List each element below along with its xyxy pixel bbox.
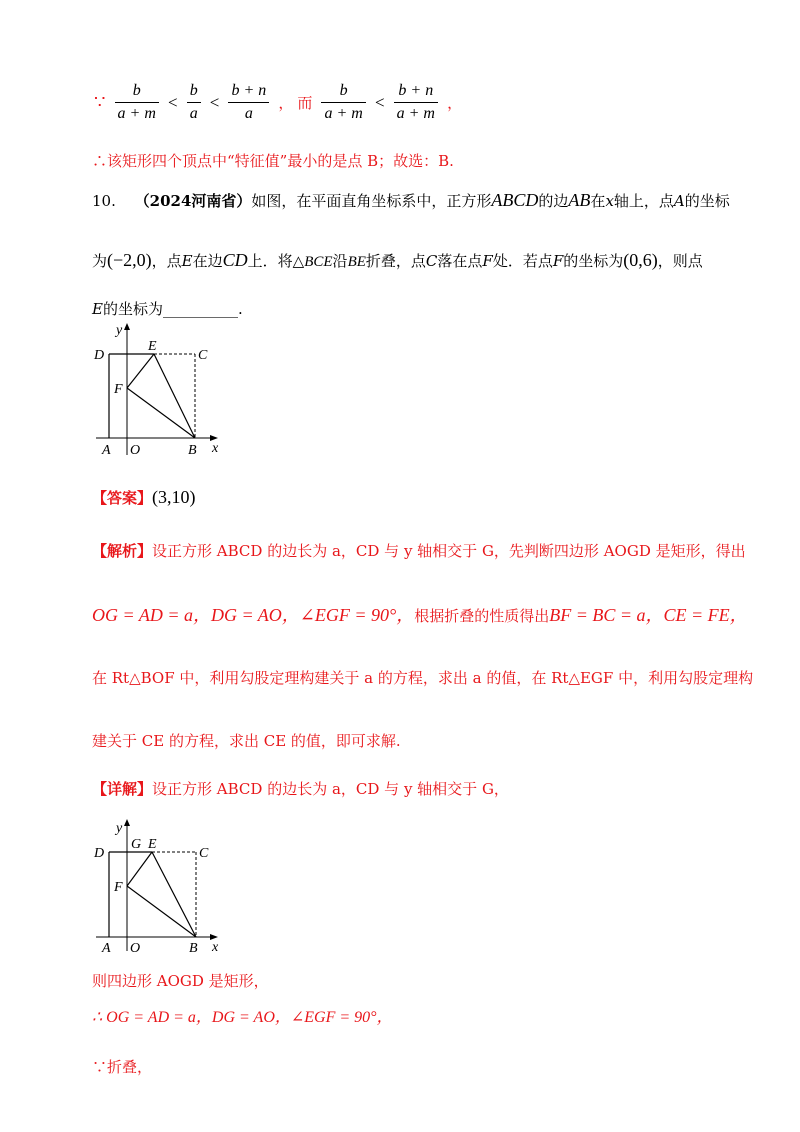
label-b: B [188,443,197,458]
label-y: y [116,323,123,338]
detail-line-2: 则四边形 AOGD 是矩形， [92,972,269,990]
label-f: F [114,880,123,895]
analysis-line-2: OG = AD = a，DG = AO，∠EGF = 90°，根据折叠的性质得出BF = BC = a，CE = FE， [92,605,748,625]
label-a: A [102,443,111,458]
answer-tag: 【答案】 [92,489,153,507]
label-a: A [102,941,111,956]
analysis-line-1: 【解析】设正方形 ABCD 的边长为 a，CD 与 y 轴相交于 G，先判断四边形 AOGD 是矩形，得出 [92,542,746,560]
y-axis-arrow [124,819,130,826]
segment-ef [127,852,152,886]
analysis-tag: 【解析】 [92,542,153,560]
less-than-1: < [168,92,178,112]
detail-line-1: 【详解】设正方形 ABCD 的边长为 a，CD 与 y 轴相交于 G， [92,780,509,798]
fraction-b-plus-n-over-a: $\frac{b + n}{a}$ [228,80,269,125]
analysis-line-4: 建关于 CE 的方程，求出 CE 的值，即可求解. [92,732,401,750]
segment-ef [127,354,154,388]
answer-blank: __________ [162,300,238,318]
label-g: G [131,837,142,852]
segment-fb [127,886,196,937]
fraction-b-over-a-plus-m-2: $\frac{b}{a + m}$ [321,80,365,125]
question-10-line-3: E的坐标为__________. [92,300,243,318]
fraction-b-over-a: $\frac{b}{a}$ [187,80,201,125]
label-x: x [212,940,219,955]
segment-eb [152,852,196,937]
label-c: C [199,846,209,861]
analysis-line-3: 在 Rt△BOF 中，利用勾股定理构建关于 a 的方程，求出 a 的值，在 Rt△EGF 中，利用勾股定理构 [92,669,754,687]
label-b: B [189,941,198,956]
label-o: O [130,941,141,956]
detail-line-3: ∴ OG = AD = a，DG = AO，∠EGF = 90°， [92,1009,393,1026]
er-word: 而 [297,94,313,112]
label-e: E [148,837,157,852]
inequality-line [92,80,464,130]
label-e: E [148,339,157,354]
figure-2-diagram [90,816,240,956]
label-f: F [114,382,123,397]
y-axis-arrow [124,323,130,330]
label-d: D [94,846,105,861]
figure-1-diagram [90,320,240,460]
separator-comma: ， [278,94,294,112]
conclusion-line: ∴该矩形四个顶点中“特征值”最小的是点 B；故选：B. [92,152,454,170]
coordinate-f: (0,6) [623,250,658,270]
label-c: C [198,348,208,363]
label-y: y [116,821,123,836]
segment-eb [154,354,195,438]
segment-fb [127,388,195,438]
fraction-b-over-a-plus-m: $\frac{b}{a + m}$ [115,80,159,125]
answer-value: (3,10) [152,487,196,507]
because-symbol: ∵ [94,92,106,113]
detail-tag: 【详解】 [92,780,153,798]
less-than-3: < [374,92,385,112]
question-number: 10. [92,192,116,210]
label-d: D [94,348,105,363]
answer-line [92,487,196,508]
label-o: O [130,443,141,458]
line-end-comma: ， [447,94,463,112]
coordinate-a: (−2,0) [107,250,152,270]
question-10-line-2: 为(−2,0)，点E在边CD上．将△BCE沿BE折叠，点C落在点F处．若点F的坐标为(0,6)，则点 [92,250,703,270]
label-x: x [212,441,219,456]
question-source: （2024河南省） [134,192,252,210]
question-10-line-1: 10. （2024河南省）如图，在平面直角坐标系中，正方形ABCD的边AB在x轴上，点A的坐标 [92,190,730,210]
fraction-b-plus-n-over-a-plus-m: $\frac{b + n}{a + m}$ [394,80,438,125]
less-than-2: < [209,92,220,112]
detail-line-4: ∵折叠， [92,1058,153,1076]
